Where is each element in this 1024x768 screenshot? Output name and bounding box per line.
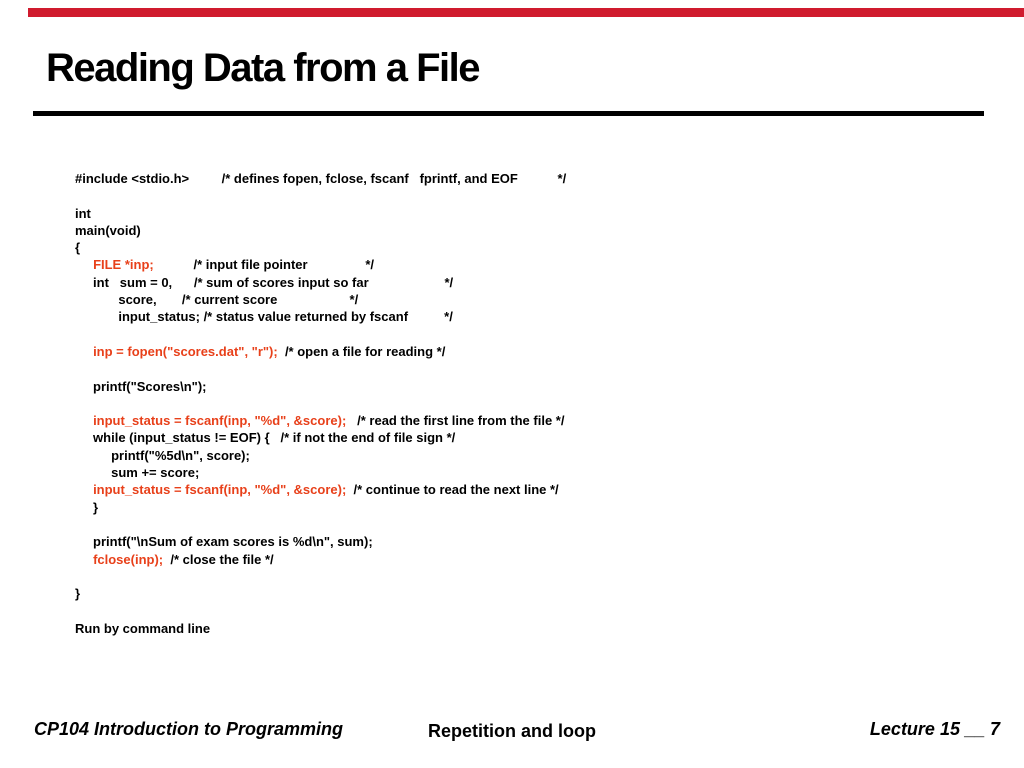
code-line: input_status = fscanf(inp, "%d", &score); /* continue to read the next line */ bbox=[93, 482, 559, 498]
code-line: Run by command line bbox=[75, 620, 211, 636]
title-divider bbox=[33, 111, 984, 116]
code-highlighted-text: FILE *inp; bbox=[93, 257, 154, 273]
code-line: printf("%5d\n", score); bbox=[75, 447, 250, 463]
footer-section-label: Repetition and loop bbox=[428, 721, 596, 741]
code-line bbox=[75, 602, 566, 619]
code-highlighted-text: inp = fopen("scores.dat", "r"); bbox=[93, 343, 278, 359]
code-line bbox=[75, 326, 566, 343]
code-highlighted-text: input_status = fscanf(inp, "%d", &score); bbox=[93, 482, 347, 498]
code-line: } bbox=[75, 586, 81, 602]
code-line: printf("Scores\n"); bbox=[75, 378, 207, 394]
code-highlighted-text: input_status = fscanf(inp, "%d", &score); bbox=[93, 413, 347, 429]
top-accent-bar bbox=[28, 8, 1024, 17]
slide-footer bbox=[0, 719, 1024, 747]
code-line: input_status; /* status value returned by fscanf */ bbox=[75, 309, 453, 325]
code-line: inp = fopen("scores.dat", "r"); /* open a file for reading */ bbox=[93, 343, 446, 359]
code-line: int sum = 0, /* sum of scores input so far */ bbox=[75, 274, 454, 290]
code-line bbox=[75, 360, 566, 377]
code-line: sum += score; bbox=[75, 465, 200, 481]
code-line: fclose(inp); /* close the file */ bbox=[93, 551, 274, 567]
code-line bbox=[75, 516, 566, 533]
code-line: score, /* current score */ bbox=[75, 292, 359, 308]
code-line: { bbox=[75, 240, 81, 256]
code-line: input_status = fscanf(inp, "%d", &score); /* read the first line from the file */ bbox=[93, 413, 565, 429]
code-line: printf("\nSum of exam scores is %d\n", sum); bbox=[75, 534, 373, 550]
footer-course-label: CP104 Introduction to Programming bbox=[34, 719, 344, 739]
code-highlighted-text: fclose(inp); bbox=[93, 551, 164, 567]
code-line bbox=[75, 568, 566, 585]
code-line: while (input_status != EOF) { /* if not the end of file sign */ bbox=[75, 430, 456, 446]
code-line bbox=[75, 395, 566, 412]
code-line: #include <stdio.h> /* defines fopen, fclose, fscanf fprintf, and EOF */ bbox=[75, 171, 567, 186]
code-line: main(void) bbox=[75, 222, 141, 238]
code-block bbox=[75, 170, 566, 637]
code-line: } bbox=[75, 499, 99, 515]
footer-lecture-page-label: Lecture 15 __ 7 bbox=[869, 719, 1000, 739]
code-line: int bbox=[75, 205, 91, 221]
code-line bbox=[75, 187, 566, 204]
code-line: FILE *inp; /* input file pointer */ bbox=[93, 257, 375, 273]
page-title: Reading Data from a File bbox=[46, 46, 479, 90]
